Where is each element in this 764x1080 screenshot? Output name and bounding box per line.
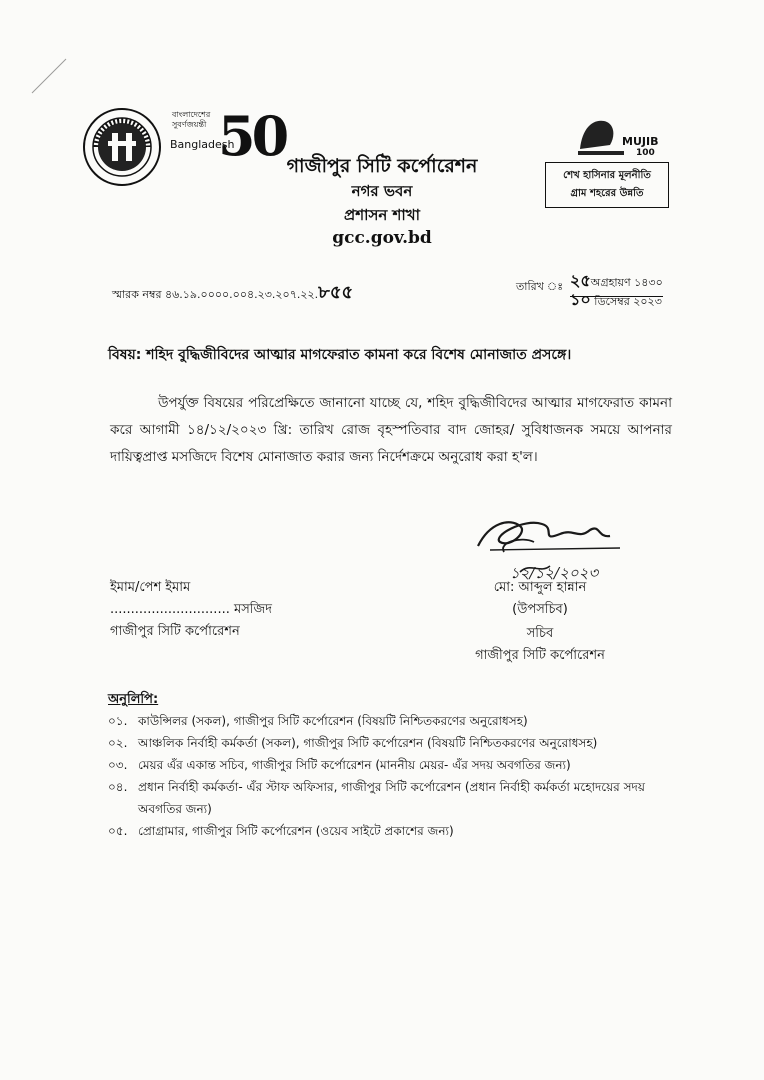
svg-text:MUJIB: MUJIB (622, 135, 659, 148)
recipient-line-3: গাজীপুর সিটি কর্পোরেশন (110, 624, 240, 639)
list-item: ০১. কাউন্সিলর (সকল), গাজীপুর সিটি কর্পোরেশন (বিষয়টি নিশ্চিতকরণের অনুরোধসহ) (108, 714, 528, 728)
sender-name: মো: আব্দুল হান্নান (493, 580, 587, 595)
office-website: gcc.gov.bd (332, 228, 432, 248)
english-date-day: ১০ (570, 290, 591, 309)
motto-box (545, 162, 669, 208)
list-item: ০৪. প্রধান নির্বাহী কর্মকর্তা- এঁর স্টাফ অফিসার, গাজীপুর সিটি কর্পোরেশন (প্রধান নির্বাহী কর্মকর্তা মহোদয়ের সদয় অবগতির জন্য) (108, 780, 645, 816)
date-label: তারিখ ঃ (516, 280, 564, 293)
copy-to-title: অনুলিপি: (108, 692, 159, 707)
sender-designation-2: সচিব (526, 626, 554, 641)
office-subtitle-1: নগর ভবন (351, 182, 413, 200)
subject-line: বিষয়: শহিদ বুদ্ধিজীবিদের আত্মার মাগফেরাত কামনা করে বিশেষ মোনাজাত প্রসঙ্গে। (108, 347, 572, 363)
list-item: ০৫. প্রোগ্রামার, গাজীপুর সিটি কর্পোরেশন (ওয়েব সাইটে প্রকাশের জন্য) (108, 824, 454, 838)
memo-number (112, 278, 353, 309)
recipient-line-2: ............................. মসজিদ (110, 602, 272, 617)
recipient-line-1: ইমাম/পেশ ইমাম (110, 580, 191, 595)
b50-top-text: বাংলাদেশের সুবর্ণজয়ন্তী (172, 110, 211, 129)
mujib-100-logo-icon (574, 115, 668, 157)
english-date (570, 287, 662, 314)
bangla-date-rest: অগ্রহায়ণ ১৪৩০ (590, 276, 663, 289)
motto-line-2: গ্রাম শহরের উন্নতি (570, 188, 644, 199)
svg-text:100: 100 (636, 148, 655, 157)
copy-to-list (108, 710, 688, 842)
sender-office: গাজীপুর সিটি কর্পোরেশন (475, 648, 605, 663)
b50-number: 50 (218, 104, 286, 168)
body-paragraph: উপর্যুক্ত বিষয়ের পরিপ্রেক্ষিতে জানানো যাচ্ছে যে, শহিদ বুদ্ধিজীবিদের আত্মার মাগফেরাত কামনা করে আগামী ১৪/১২/২০২৩ খ্রি: তারিখ রোজ বৃহস্পতিবার বাদ জোহর/ সুবিধাজনক সময়ে আপনার দায়িত্বপ্রাপ্ত মসজিদে বিশেষ মোনাজাত করার জন্য নির্দেশক্রমে অনুরোধ করা হ'ল। (110, 395, 672, 465)
gazipur-city-corporation-seal-icon (82, 107, 162, 187)
office-title: গাজীপুর সিটি কর্পোরেশন (286, 155, 478, 177)
english-date-rest: ডিসেম্বর ২০২৩ (594, 295, 662, 308)
memo-label: স্মারক নম্বর ৪৬.১৯.০০০০.০০৪.২৩.২০৭.২২. (112, 288, 319, 301)
sender-designation-1: (উপসচিব) (512, 602, 568, 617)
list-item: ০২. আঞ্চলিক নির্বাহী কর্মকর্তা (সকল), গাজীপুর সিটি কর্পোরেশন (বিষয়টি নিশ্চিতকরণের অনুরোধসহ) (108, 736, 598, 750)
signature-date: ১২/১২/২০২৩ (510, 564, 599, 582)
bangla-date-day: ২৫ (570, 271, 591, 290)
office-subtitle-2: প্রশাসন শাখা (344, 206, 420, 224)
memo-handwritten-number: ৮৫৫ (318, 282, 354, 303)
motto-line-1: শেখ হাসিনার মূলনীতি (563, 170, 651, 181)
list-item: ০৩. মেয়র এঁর একান্ত সচিব, গাজীপুর সিটি কর্পোরেশন (মাননীয় মেয়র- এঁর সদয় অবগতির জন্য) (108, 758, 571, 772)
b50-bottom-text: Bangladesh (170, 138, 235, 151)
pen-mark (30, 55, 70, 95)
